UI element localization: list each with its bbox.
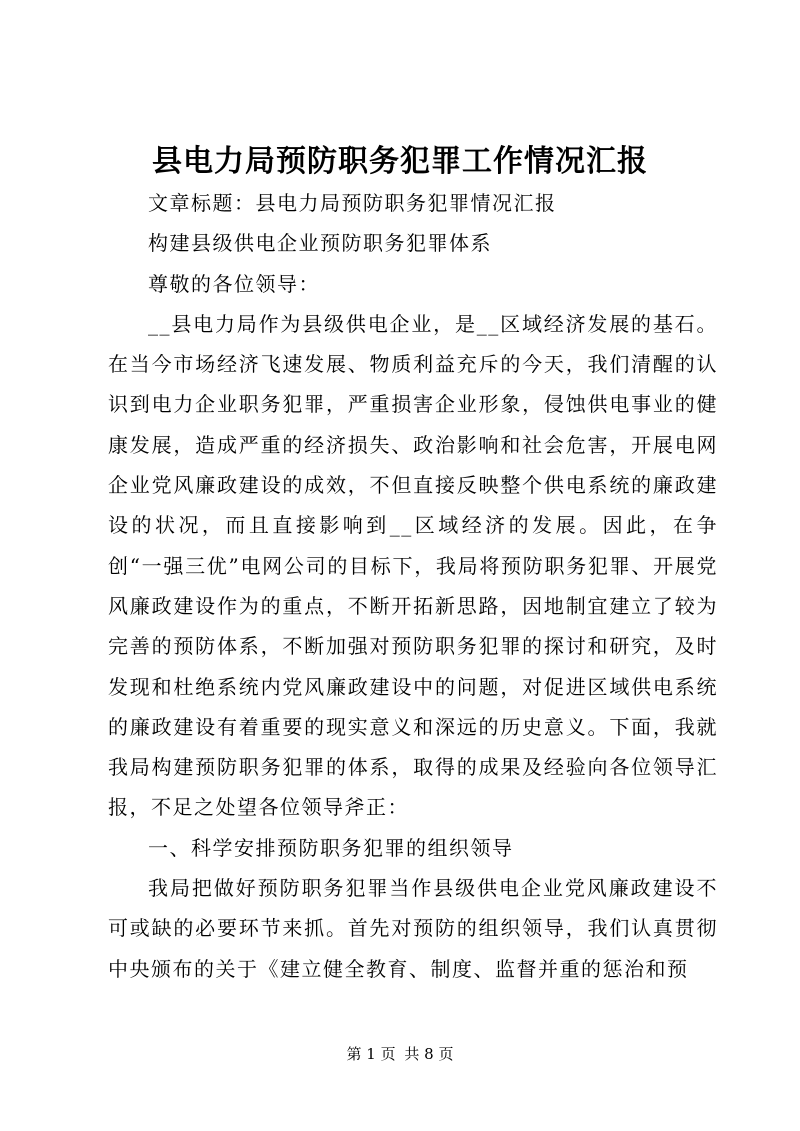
page-number: 第 1 页 xyxy=(346,1045,396,1063)
paragraph-introduction: __县电力局作为县级供电企业，是__区域经济发展的基石。在当今市场经济飞速发展、物质利益充斥的今天，我们清醒的认识到电力企业职务犯罪，严重损害企业形象，侵蚀供电事业的健康发展，造成严重的经济损失、政治影响和社会危害，开展电网企业党风廉政建设的成效，不但直接反映整个供电系统的廉政建设的状况，而且直接影响到__区域经济的发展。因此，在争创“一强三优”电网公司的目标下，我局将预防职务犯罪、开展党风廉政建设作为的重点，不断开拓新思路，因地制宜建立了较为完善的预防体系，不断加强对预防职务犯罪的探讨和研究，及时发现和杜绝系统内党风廉政建设中的问题，对促进区域供电系统的廉政建设有着重要的现实意义和深远的历史意义。下面，我就我局构建预防职务犯罪的体系，取得的成果及经验向各位领导汇报，不足之处望各位领导斧正： xyxy=(108,311,718,820)
paragraph-salutation: 尊敬的各位领导： xyxy=(148,271,320,296)
section-heading-1: 一、科学安排预防职务犯罪的组织领导 xyxy=(148,835,514,860)
paragraph-article-title: 文章标题：县电力局预防职务犯罪情况汇报 xyxy=(148,191,557,215)
paragraph-section-1: 我局把做好预防职务犯罪当作县级供电企业党风廉政建设不可或缺的必要环节来抓。首先对预防的组织领导，我们认真贯彻中央颁布的关于《建立健全教育、制度、监督并重的惩治和预 xyxy=(108,876,718,981)
page-footer xyxy=(0,1044,800,1064)
page-total: 共 8 页 xyxy=(404,1045,454,1063)
paragraph-subtitle: 构建县级供电企业预防职务犯罪体系 xyxy=(148,231,492,256)
document-title: 县电力局预防职务犯罪工作情况汇报 xyxy=(152,144,648,179)
document-body xyxy=(108,183,718,989)
